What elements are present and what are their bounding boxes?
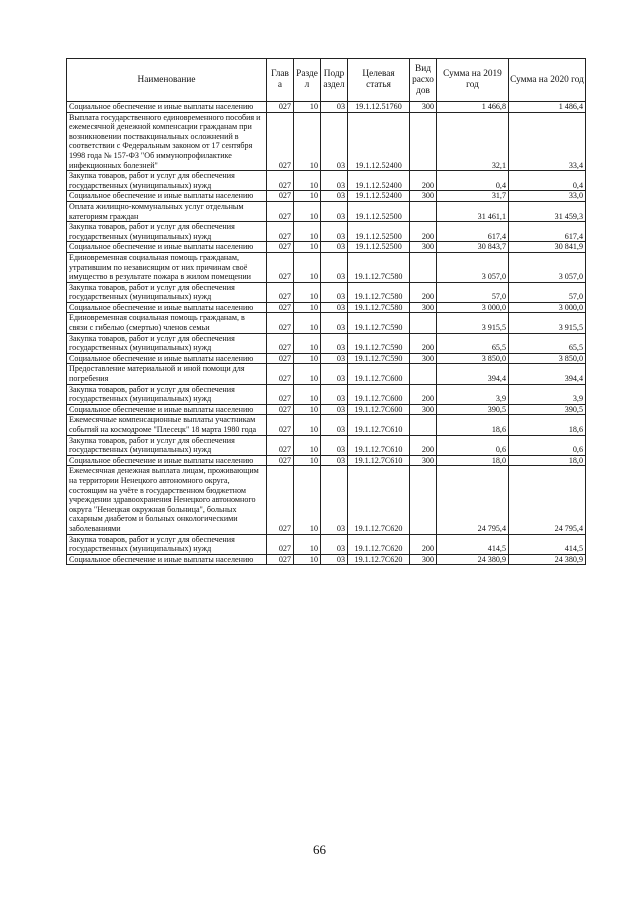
cell-sum-2020: 617,4 [509, 222, 586, 242]
table-row [67, 404, 586, 415]
table-row [67, 171, 586, 191]
cell-sum-2019: 30 843,7 [437, 242, 509, 253]
cell-podrazdel: 03 [321, 112, 348, 171]
cell-name: Социальное обеспечение и иные выплаты населению [67, 353, 267, 364]
cell-expense-type [410, 466, 437, 534]
cell-sum-2020: 3 915,5 [509, 313, 586, 333]
cell-sum-2020: 57,0 [509, 282, 586, 302]
cell-razdel: 10 [294, 435, 321, 455]
cell-name: Социальное обеспечение и иные выплаты населению [67, 191, 267, 202]
cell-sum-2020: 24 795,4 [509, 466, 586, 534]
cell-podrazdel: 03 [321, 384, 348, 404]
table-row [67, 554, 586, 565]
cell-glava: 027 [267, 191, 294, 202]
cell-name: Социальное обеспечение и иные выплаты населению [67, 554, 267, 565]
cell-target-article: 19.1.12.7С600 [348, 364, 410, 384]
cell-razdel: 10 [294, 201, 321, 221]
budget-table [66, 58, 586, 565]
table-row [67, 313, 586, 333]
cell-sum-2020: 33,0 [509, 191, 586, 202]
cell-name: Предоставление материальной и иной помощи для погребения [67, 364, 267, 384]
cell-glava: 027 [267, 302, 294, 313]
cell-sum-2019: 32,1 [437, 112, 509, 171]
table-row [67, 333, 586, 353]
cell-sum-2019: 24 380,9 [437, 554, 509, 565]
cell-sum-2020: 394,4 [509, 364, 586, 384]
cell-glava: 027 [267, 282, 294, 302]
cell-sum-2020: 390,5 [509, 404, 586, 415]
cell-target-article: 19.1.12.52500 [348, 222, 410, 242]
cell-expense-type: 300 [410, 404, 437, 415]
cell-sum-2020: 414,5 [509, 534, 586, 554]
table-row [67, 455, 586, 466]
table-row [67, 364, 586, 384]
cell-podrazdel: 03 [321, 252, 348, 282]
cell-glava: 027 [267, 534, 294, 554]
cell-sum-2019: 3 057,0 [437, 252, 509, 282]
cell-podrazdel: 03 [321, 313, 348, 333]
cell-podrazdel: 03 [321, 302, 348, 313]
cell-target-article: 19.1.12.52400 [348, 171, 410, 191]
cell-sum-2019: 0,6 [437, 435, 509, 455]
cell-glava: 027 [267, 415, 294, 435]
cell-sum-2020: 65,5 [509, 333, 586, 353]
cell-glava: 027 [267, 102, 294, 113]
col-header-glava: Глав а [267, 59, 294, 102]
cell-target-article: 19.1.12.7С620 [348, 466, 410, 534]
cell-podrazdel: 03 [321, 242, 348, 253]
cell-sum-2020: 3 000,0 [509, 302, 586, 313]
cell-expense-type [410, 415, 437, 435]
table-row [67, 534, 586, 554]
cell-name: Закупка товаров, работ и услуг для обеспечения государственных (муниципальных) нужд [67, 384, 267, 404]
cell-name: Закупка товаров, работ и услуг для обеспечения государственных (муниципальных) нужд [67, 282, 267, 302]
cell-sum-2019: 3 000,0 [437, 302, 509, 313]
cell-target-article: 19.1.12.52500 [348, 201, 410, 221]
cell-sum-2019: 1 466,8 [437, 102, 509, 113]
cell-name: Единовременная социальная помощь гражданам, в связи с гибелью (смертью) членов семьи [67, 313, 267, 333]
cell-razdel: 10 [294, 282, 321, 302]
cell-expense-type [410, 201, 437, 221]
cell-podrazdel: 03 [321, 102, 348, 113]
cell-target-article: 19.1.12.7С610 [348, 415, 410, 435]
cell-sum-2019: 617,4 [437, 222, 509, 242]
table-row [67, 191, 586, 202]
col-header-razdel: Разде л [294, 59, 321, 102]
cell-podrazdel: 03 [321, 554, 348, 565]
cell-glava: 027 [267, 466, 294, 534]
cell-razdel: 10 [294, 415, 321, 435]
cell-expense-type: 300 [410, 102, 437, 113]
col-header-sum-2019: Сумма на 2019 год [437, 59, 509, 102]
cell-sum-2019: 3,9 [437, 384, 509, 404]
cell-name: Закупка товаров, работ и услуг для обеспечения государственных (муниципальных) нужд [67, 435, 267, 455]
cell-glava: 027 [267, 313, 294, 333]
cell-sum-2019: 18,0 [437, 455, 509, 466]
cell-sum-2019: 3 915,5 [437, 313, 509, 333]
cell-podrazdel: 03 [321, 222, 348, 242]
cell-expense-type: 300 [410, 353, 437, 364]
cell-podrazdel: 03 [321, 404, 348, 415]
cell-glava: 027 [267, 404, 294, 415]
cell-target-article: 19.1.12.7С610 [348, 455, 410, 466]
cell-razdel: 10 [294, 333, 321, 353]
cell-podrazdel: 03 [321, 171, 348, 191]
cell-name: Выплата государственного единовременного пособия и ежемесячной денежной компенсации гражданам при возникновении поствакцинальных осложнений в соответствии с Федеральным законом от 17 сентября 1998 года № 157-ФЗ "Об иммунопрофилактике инфекционных болезней" [67, 112, 267, 171]
table-row [67, 242, 586, 253]
cell-sum-2019: 3 850,0 [437, 353, 509, 364]
cell-name: Социальное обеспечение и иные выплаты населению [67, 302, 267, 313]
cell-sum-2019: 390,5 [437, 404, 509, 415]
cell-target-article: 19.1.12.7С590 [348, 353, 410, 364]
cell-target-article: 19.1.12.7С580 [348, 252, 410, 282]
cell-expense-type: 200 [410, 282, 437, 302]
cell-sum-2019: 394,4 [437, 364, 509, 384]
cell-target-article: 19.1.12.51760 [348, 102, 410, 113]
cell-sum-2019: 31 461,1 [437, 201, 509, 221]
cell-target-article: 19.1.12.7С590 [348, 333, 410, 353]
table-body [67, 102, 586, 565]
cell-target-article: 19.1.12.7С580 [348, 282, 410, 302]
cell-glava: 027 [267, 252, 294, 282]
table-row [67, 353, 586, 364]
cell-name: Социальное обеспечение и иные выплаты населению [67, 242, 267, 253]
cell-podrazdel: 03 [321, 435, 348, 455]
cell-name: Социальное обеспечение и иные выплаты населению [67, 455, 267, 466]
cell-razdel: 10 [294, 313, 321, 333]
cell-expense-type [410, 112, 437, 171]
cell-podrazdel: 03 [321, 353, 348, 364]
cell-podrazdel: 03 [321, 333, 348, 353]
cell-target-article: 19.1.12.52400 [348, 112, 410, 171]
cell-sum-2019: 24 795,4 [437, 466, 509, 534]
page-number: 66 [313, 842, 326, 857]
cell-name: Закупка товаров, работ и услуг для обеспечения государственных (муниципальных) нужд [67, 333, 267, 353]
cell-razdel: 10 [294, 222, 321, 242]
cell-razdel: 10 [294, 252, 321, 282]
cell-sum-2020: 0,4 [509, 171, 586, 191]
cell-razdel: 10 [294, 364, 321, 384]
cell-podrazdel: 03 [321, 282, 348, 302]
cell-sum-2020: 0,6 [509, 435, 586, 455]
cell-name: Оплата жилищно-коммунальных услуг отдельным категориям граждан [67, 201, 267, 221]
cell-glava: 027 [267, 333, 294, 353]
cell-glava: 027 [267, 222, 294, 242]
cell-glava: 027 [267, 112, 294, 171]
cell-razdel: 10 [294, 191, 321, 202]
col-header-podrazdel: Подр аздел [321, 59, 348, 102]
cell-razdel: 10 [294, 455, 321, 466]
cell-expense-type: 200 [410, 333, 437, 353]
cell-razdel: 10 [294, 554, 321, 565]
cell-expense-type [410, 364, 437, 384]
cell-expense-type: 300 [410, 455, 437, 466]
table-row [67, 222, 586, 242]
cell-razdel: 10 [294, 466, 321, 534]
cell-glava: 027 [267, 364, 294, 384]
cell-name: Закупка товаров, работ и услуг для обеспечения государственных (муниципальных) нужд [67, 171, 267, 191]
col-header-target-article: Целевая статья [348, 59, 410, 102]
cell-expense-type: 300 [410, 302, 437, 313]
cell-sum-2019: 31,7 [437, 191, 509, 202]
table-row [67, 435, 586, 455]
cell-glava: 027 [267, 201, 294, 221]
table-row [67, 302, 586, 313]
cell-target-article: 19.1.12.7С620 [348, 534, 410, 554]
cell-target-article: 19.1.12.7С610 [348, 435, 410, 455]
cell-sum-2020: 3 057,0 [509, 252, 586, 282]
cell-glava: 027 [267, 455, 294, 466]
cell-podrazdel: 03 [321, 201, 348, 221]
cell-sum-2019: 414,5 [437, 534, 509, 554]
cell-sum-2020: 30 841,9 [509, 242, 586, 253]
cell-razdel: 10 [294, 404, 321, 415]
cell-target-article: 19.1.12.52400 [348, 191, 410, 202]
cell-target-article: 19.1.12.7С580 [348, 302, 410, 313]
cell-name: Ежемесячная денежная выплата лицам, проживающим на территории Ненецкого автономного округа, состоящим на учёте в государственном бюджетном учреждении здравоохранения Ненецкого автономного округа "Ненецкая окружная больница", больных сахарным диабетом и больных онкологическими заболеваниями [67, 466, 267, 534]
cell-sum-2020: 3,9 [509, 384, 586, 404]
cell-sum-2020: 33,4 [509, 112, 586, 171]
cell-glava: 027 [267, 554, 294, 565]
cell-razdel: 10 [294, 242, 321, 253]
table-row [67, 201, 586, 221]
cell-glava: 027 [267, 353, 294, 364]
cell-razdel: 10 [294, 302, 321, 313]
cell-expense-type: 300 [410, 191, 437, 202]
cell-expense-type [410, 313, 437, 333]
cell-razdel: 10 [294, 112, 321, 171]
table-header-row [67, 59, 586, 102]
cell-expense-type: 200 [410, 435, 437, 455]
cell-name: Единовременная социальная помощь гражданам, утратившим по независящим от них причинам своё имущество в результате пожара в жилом помещении [67, 252, 267, 282]
cell-sum-2019: 57,0 [437, 282, 509, 302]
cell-razdel: 10 [294, 534, 321, 554]
cell-razdel: 10 [294, 102, 321, 113]
cell-expense-type [410, 252, 437, 282]
cell-sum-2020: 18,6 [509, 415, 586, 435]
cell-name: Закупка товаров, работ и услуг для обеспечения государственных (муниципальных) нужд [67, 534, 267, 554]
cell-expense-type: 200 [410, 534, 437, 554]
cell-expense-type: 300 [410, 242, 437, 253]
cell-podrazdel: 03 [321, 364, 348, 384]
cell-expense-type: 200 [410, 222, 437, 242]
cell-podrazdel: 03 [321, 415, 348, 435]
cell-sum-2019: 65,5 [437, 333, 509, 353]
table-row [67, 102, 586, 113]
cell-target-article: 19.1.12.52500 [348, 242, 410, 253]
table-row [67, 384, 586, 404]
cell-name: Социальное обеспечение и иные выплаты населению [67, 404, 267, 415]
cell-name: Социальное обеспечение и иные выплаты населению [67, 102, 267, 113]
col-header-expense-type: Вид расхо дов [410, 59, 437, 102]
cell-sum-2019: 18,6 [437, 415, 509, 435]
cell-expense-type: 200 [410, 171, 437, 191]
cell-sum-2020: 1 486,4 [509, 102, 586, 113]
col-header-sum-2020: Сумма на 2020 год [509, 59, 586, 102]
cell-sum-2019: 0,4 [437, 171, 509, 191]
cell-razdel: 10 [294, 353, 321, 364]
cell-podrazdel: 03 [321, 191, 348, 202]
cell-glava: 027 [267, 384, 294, 404]
table-row [67, 112, 586, 171]
cell-glava: 027 [267, 242, 294, 253]
table-row [67, 415, 586, 435]
cell-expense-type: 200 [410, 384, 437, 404]
cell-target-article: 19.1.12.7С590 [348, 313, 410, 333]
cell-expense-type: 300 [410, 554, 437, 565]
cell-target-article: 19.1.12.7С600 [348, 384, 410, 404]
cell-name: Закупка товаров, работ и услуг для обеспечения государственных (муниципальных) нужд [67, 222, 267, 242]
cell-podrazdel: 03 [321, 534, 348, 554]
table-row [67, 252, 586, 282]
cell-sum-2020: 3 850,0 [509, 353, 586, 364]
cell-sum-2020: 31 459,3 [509, 201, 586, 221]
table-row [67, 466, 586, 534]
cell-glava: 027 [267, 171, 294, 191]
cell-glava: 027 [267, 435, 294, 455]
col-header-name: Наименование [67, 59, 267, 102]
cell-podrazdel: 03 [321, 466, 348, 534]
cell-name: Ежемесячные компенсационные выплаты участникам событий на космодроме "Плесецк" 18 марта 1980 года [67, 415, 267, 435]
cell-target-article: 19.1.12.7С600 [348, 404, 410, 415]
table-row [67, 282, 586, 302]
cell-podrazdel: 03 [321, 455, 348, 466]
cell-sum-2020: 18,0 [509, 455, 586, 466]
cell-target-article: 19.1.12.7С620 [348, 554, 410, 565]
cell-razdel: 10 [294, 384, 321, 404]
cell-razdel: 10 [294, 171, 321, 191]
cell-sum-2020: 24 380,9 [509, 554, 586, 565]
